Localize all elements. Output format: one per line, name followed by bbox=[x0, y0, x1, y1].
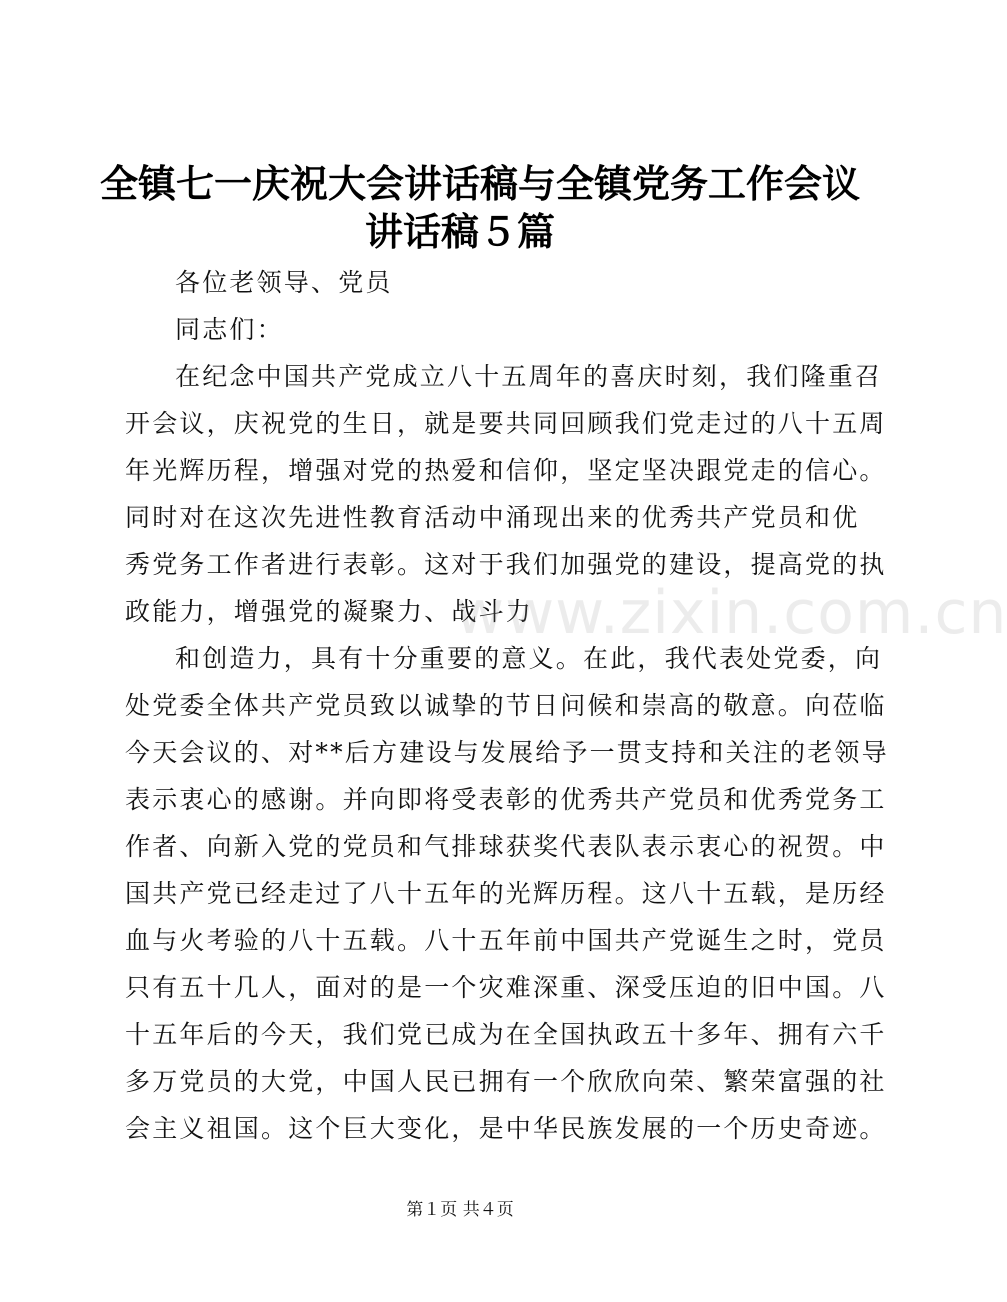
body-line: 年光辉历程，增强对党的热爱和信仰，坚定坚决跟党走的信心。 bbox=[125, 456, 887, 485]
body-line: 秀党务工作者进行表彰。这对于我们加强党的建设，提高党的执 bbox=[125, 550, 887, 579]
watermark-text: www.zixin.com.cn bbox=[455, 578, 1007, 648]
body-line: 只有五十几人，面对的是一个灾难深重、深受压迫的旧中国。八 bbox=[125, 973, 887, 1002]
body-line: 十五年后的今天，我们党已成为在全国执政五十多年、拥有六千 bbox=[125, 1020, 887, 1049]
body-line: 处党委全体共产党员致以诚挚的节日问候和崇高的敬意。向莅临 bbox=[125, 691, 887, 720]
body-line: 会主义祖国。这个巨大变化，是中华民族发展的一个历史奇迹。 bbox=[125, 1114, 887, 1143]
body-line: 开会议，庆祝党的生日，就是要共同回顾我们党走过的八十五周 bbox=[125, 409, 887, 438]
body-line: 在纪念中国共产党成立八十五周年的喜庆时刻，我们隆重召 bbox=[175, 362, 883, 391]
body-line: 和创造力，具有十分重要的意义。在此，我代表处党委，向 bbox=[175, 644, 883, 673]
body-line: 同时对在这次先进性教育活动中涌现出来的优秀共产党员和优 bbox=[125, 503, 860, 532]
salutation-line-1: 各位老领导、党员 bbox=[175, 268, 393, 297]
body-line: 国共产党已经走过了八十五年的光辉历程。这八十五载，是历经 bbox=[125, 879, 887, 908]
page-number-footer: 第１页 共４页 bbox=[406, 1200, 514, 1220]
body-line: 表示衷心的感谢。并向即将受表彰的优秀共产党员和优秀党务工 bbox=[125, 785, 887, 814]
body-line: 多万党员的大党，中国人民已拥有一个欣欣向荣、繁荣富强的社 bbox=[125, 1067, 887, 1096]
salutation-line-2: 同志们： bbox=[175, 315, 284, 344]
body-line: 今天会议的、对**后方建设与发展给予一贯支持和关注的老领导 bbox=[125, 738, 889, 767]
body-line: 政能力，增强党的凝聚力、战斗力 bbox=[125, 597, 534, 626]
body-line: 血与火考验的八十五载。八十五年前中国共产党诞生之时，党员 bbox=[125, 926, 887, 955]
document-title-line-1: 全镇七一庆祝大会讲话稿与全镇党务工作会议 bbox=[100, 162, 861, 206]
document-title-line-2: 讲话稿５篇 bbox=[364, 210, 555, 254]
body-line: 作者、向新入党的党员和气排球获奖代表队表示衷心的祝贺。中 bbox=[125, 832, 887, 861]
